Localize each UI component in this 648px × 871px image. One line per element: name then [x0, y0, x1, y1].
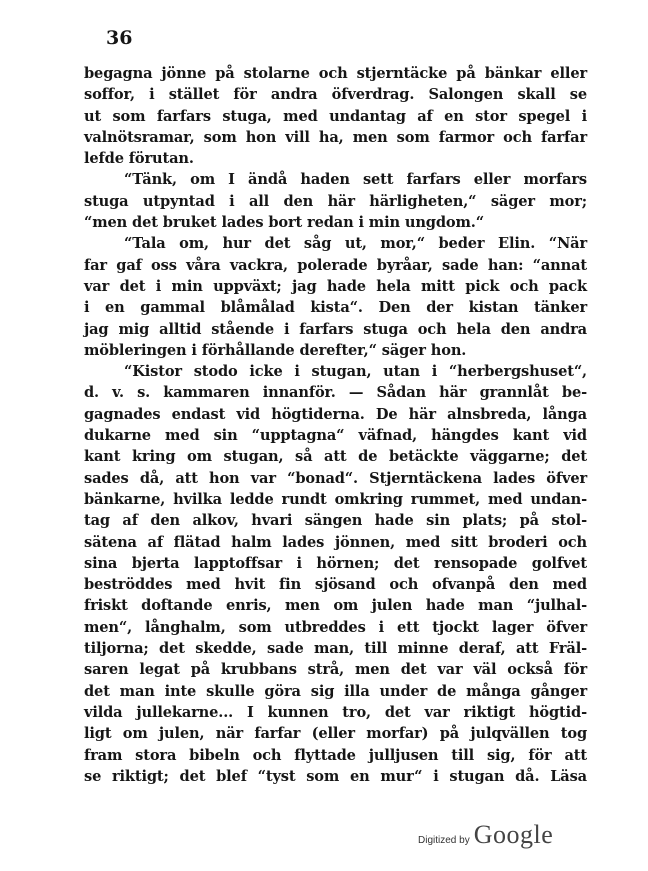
text-line: gagnades endast vid högtiderna. De här alnsbreda, långa: [84, 405, 587, 423]
text-line: begagna jönne på stolarne och stjerntäcke på bänkar eller: [84, 65, 587, 82]
text-line: soffor, i stället för andra öfverdrag. Salongen skall se: [84, 86, 587, 104]
body-text: [84, 63, 587, 787]
text-line: stuga utpyntad i all den här härligheten,“ säger mor;: [84, 192, 587, 210]
text-line: vilda jullekarne... I kunnen tro, det var riktigt högtid-: [84, 703, 587, 721]
google-logo: Google: [473, 820, 554, 849]
text-line: tag af den alkov, hvari sängen hade sin plats; på stol-: [84, 512, 587, 530]
text-line: “Tala om, hur det såg ut, mor,“ beder Elin. “När: [124, 235, 587, 253]
text-line: dukarne med sin “upptagna“ väfnad, hängdes kant vid: [84, 427, 587, 445]
text-line: i en gammal blåmålad kista“. Den der kistan tänker: [84, 299, 587, 317]
text-line: d. v. s. kammaren innanför. — Sådan här grannlåt be-: [84, 384, 587, 402]
text-line: men“, långhalm, som utbreddes i ett tjockt lager öfver: [84, 618, 587, 636]
text-line: “Tänk, om I ändå haden sett farfars eller morfars: [124, 171, 587, 189]
text-line: “Kistor stodo icke i stugan, utan i “herbergshuset“,: [124, 363, 587, 381]
text-line: lefde förutan.: [84, 150, 194, 168]
text-line: jag mig alltid stående i farfars stuga och hela den andra: [84, 320, 587, 338]
watermark-prefix: Digitized by: [418, 835, 470, 846]
text-line: sina bjerta lapptoffsar i hörnen; det rensopade golfvet: [84, 554, 587, 572]
text-line: beströddes med hvit fin sjösand och ofvanpå den med: [84, 576, 587, 594]
text-line: se riktigt; det blef “tyst som en mur“ i stugan då. Läsa: [84, 767, 587, 785]
text-line: sätena af flätad halm lades jönnen, med sitt broderi och: [84, 533, 587, 551]
text-line: sades då, att hon var “bonad“. Stjerntäckena lades öfver: [84, 469, 587, 487]
text-line: friskt doftande enris, men om julen hade man “julhal-: [84, 597, 587, 615]
text-line: bänkarne, hvilka ledde rundt omkring rummet, med undan-: [84, 490, 587, 508]
text-line: det man inte skulle göra sig illa under de många gånger: [84, 682, 587, 700]
text-line: möbleringen i förhållande derefter,“ säger hon.: [84, 341, 467, 359]
text-line: saren legat på krubbans strå, men det var väl också för: [84, 661, 587, 679]
text-line: kant kring om stugan, så att de betäckte väggarne; det: [84, 448, 587, 466]
text-line: ligt om julen, när farfar (eller morfar) på julqvällen tog: [84, 725, 587, 743]
text-line: valnötsramar, som hon vill ha, men som farmor och farfar: [84, 128, 587, 146]
text-line: fram stora bibeln och flyttade julljusen till sig, för att: [84, 746, 587, 764]
text-line: far gaf oss våra vackra, polerade byråar, sade han: “annat: [84, 256, 587, 274]
text-line: ut som farfars stuga, med undantag af en stor spegel i: [84, 107, 587, 125]
text-line: “men det bruket lades bort redan i min ungdom.“: [84, 214, 484, 232]
page-number: 36: [106, 27, 133, 49]
text-line: var det i min uppväxt; jag hade hela mitt pick och pack: [84, 277, 587, 295]
digitized-by-google-watermark: [418, 820, 553, 850]
text-line: tiljorna; det skedde, sade man, till minne deraf, att Fräl-: [84, 640, 587, 658]
